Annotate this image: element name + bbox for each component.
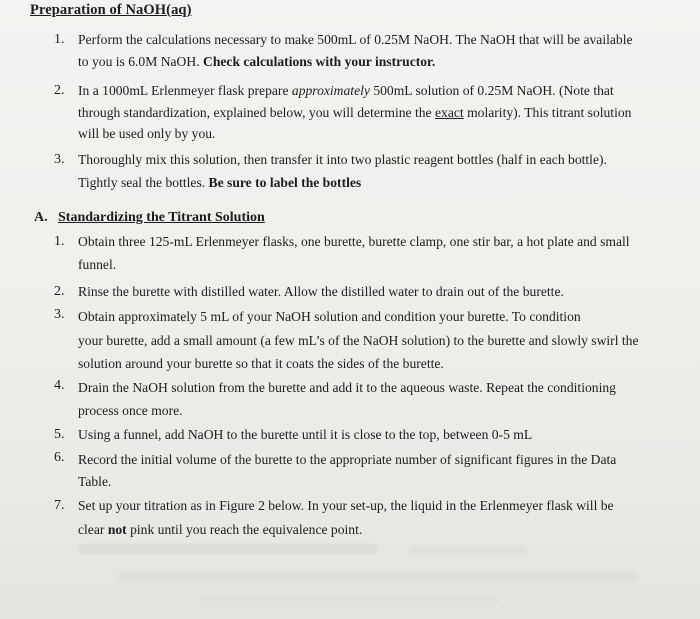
item-text: Record the initial volume of the burette to the appropriate number of significant figures in the Data [78, 452, 617, 467]
item-text: will be used only by you. [78, 126, 216, 141]
bold-text: Check calculations with your instructor. [203, 54, 436, 69]
item-text: through standardization, explained below, you will determine the exact molarity). This titrant solution [78, 105, 632, 120]
item-number: 2. [54, 284, 65, 299]
bold-text: not [107, 522, 127, 537]
section-letter: A. [34, 210, 48, 225]
item-text: Tightly seal the bottles. Be sure to label the bottles [78, 175, 362, 190]
item-text: Obtain three 125-mL Erlenmeyer flasks, one burette, burette clamp, one stir bar, a hot plate and small [78, 234, 630, 249]
item-text: In a 1000mL Erlenmeyer flask prepare approximately 500mL solution of 0.25M NaOH. (Note that [78, 83, 614, 98]
section-heading-preparation: Preparation of NaOH(aq) [30, 2, 192, 18]
item-text: Perform the calculations necessary to make 500mL of 0.25M NaOH. The NaOH that will be available [78, 32, 633, 47]
item-number: 2. [54, 83, 65, 98]
item-number: 4. [54, 378, 65, 393]
item-number: 3. [54, 152, 65, 167]
item-number: 5. [54, 427, 65, 442]
item-text: Drain the NaOH solution from the burette and add it to the aqueous waste. Repeat the conditioning [78, 380, 616, 395]
section-heading-standardizing [34, 210, 265, 226]
item-text: Table. [78, 474, 112, 489]
item-text: Using a funnel, add NaOH to the burette until it is close to the top, between 0-5 mL [78, 427, 533, 442]
item-number: 7. [54, 498, 65, 513]
item-text: clear not pink until you reach the equivalence point. [78, 522, 363, 537]
faded-illegible-text [78, 542, 678, 612]
underlined-text: exact [435, 105, 464, 120]
item-text: solution around your burette so that it coats the sides of the burette. [78, 356, 444, 371]
item-number: 6. [54, 450, 65, 465]
item-number: 1. [54, 234, 65, 249]
item-text: process once more. [78, 403, 183, 418]
item-number: 3. [54, 307, 65, 322]
item-text: your burette, add a small amount (a few mL’s of the NaOH solution) to the burette and slowly swirl the [78, 333, 639, 348]
item-text: to you is 6.0M NaOH. Check calculations with your instructor. [78, 54, 436, 69]
italic-text: approximately [291, 83, 370, 98]
bold-text: Be sure to label the bottles [208, 175, 362, 190]
item-text: Set up your titration as in Figure 2 below. In your set-up, the liquid in the Erlenmeyer flask will be [78, 498, 614, 513]
item-number: 1. [54, 32, 65, 47]
item-text: funnel. [78, 257, 117, 272]
item-text: Thoroughly mix this solution, then transfer it into two plastic reagent bottles (half in each bottle). [78, 152, 607, 167]
item-text: Rinse the burette with distilled water. Allow the distilled water to drain out of the burette. [78, 284, 564, 299]
section-title: Standardizing the Titrant Solution [58, 210, 265, 225]
item-text: Obtain approximately 5 mL of your NaOH solution and condition your burette. To condition [78, 309, 581, 324]
